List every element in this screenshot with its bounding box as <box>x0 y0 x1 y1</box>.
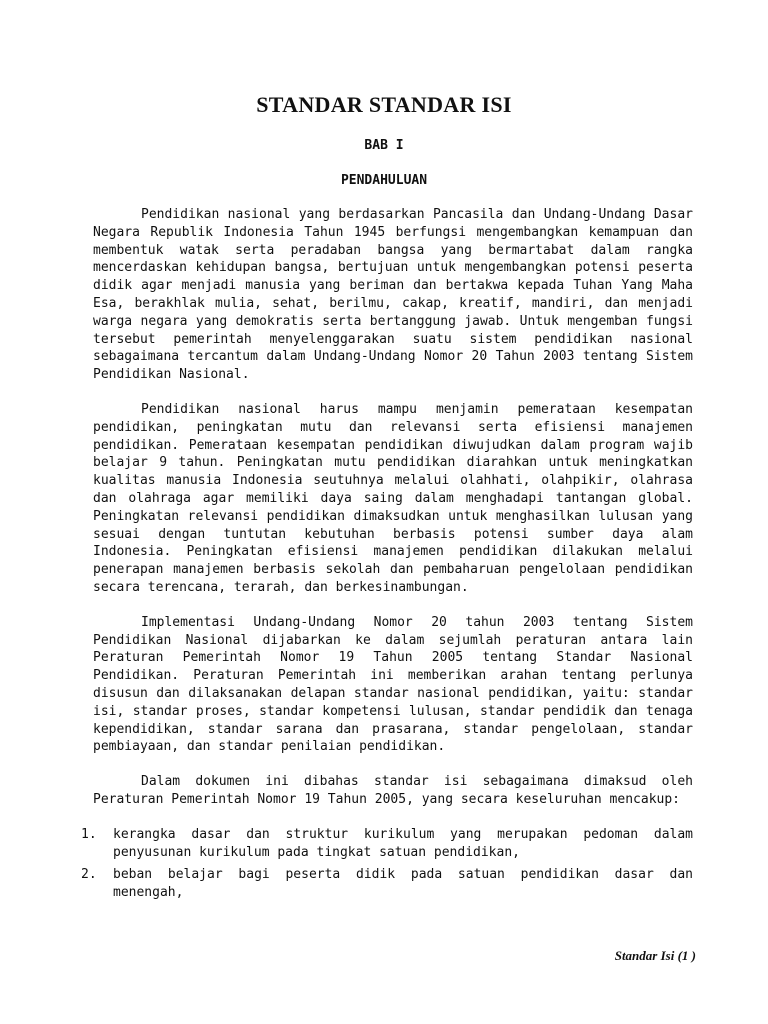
section-heading: PENDAHULUAN <box>340 173 428 188</box>
paragraph-4: Dalam dokumen ini dibahas standar isi sebagaimana dimaksud oleh Peraturan Pemerintah Nomor 19 Tahun 2005, yang secara keseluruhan mencakup: <box>93 774 693 807</box>
list-item-number: 2. <box>81 867 97 883</box>
list-item-number: 1. <box>81 826 97 842</box>
list-item <box>81 866 693 902</box>
chapter-heading: BAB I <box>364 138 404 153</box>
document-body <box>81 206 693 907</box>
paragraph-3: Implementasi Undang-Undang Nomor 20 tahun 2003 tentang Sistem Pendidikan Nasional dijabarkan ke dalam sejumlah peraturan antara lain Peraturan Pemerintah Nomor 19 Tahun 2005 tentang Standar Nasional Pendidikan. Peraturan Pemerintah ini memberikan arahan tentang perlunya disusun dan dilaksanakan delapan standar nasional pendidikan, yaitu: standar isi, standar proses, standar kompetensi lulusan, standar pendidik dan tenaga kependidikan, standar sarana dan prasarana, standar pengelolaan, standar pembiayaan, dan standar penilaian pendidikan. <box>93 614 693 755</box>
list-item <box>81 826 693 862</box>
list-item-text: beban belajar bagi peserta didik pada satuan pendidikan dasar dan menengah, <box>113 867 693 901</box>
paragraph-2: Pendidikan nasional harus mampu menjamin pemerataan kesempatan pendidikan, peningkatan mutu dan relevansi serta efisiensi manajemen pendidikan. Pemerataan kesempatan pendidikan diwujudkan dalam program wajib belajar 9 tahun. Peningkatan mutu pendidikan diarahkan untuk meningkatkan kualitas manusia Indonesia seutuhnya melalui olahhati, olahpikir, olahrasa dan olahraga agar memiliki daya saing dalam menghadapi tantangan global. Peningkatan relevansi pendidikan dimaksudkan untuk menghasilkan lulusan yang sesuai dengan tuntutan kebutuhan berbasis potensi sumber daya alam Indonesia. Peningkatan efisiensi manajemen pendidikan dilakukan melalui penerapan manajemen berbasis sekolah dan pembaharuan pengelolaan pendidikan secara terencana, terarah, dan berkesinambungan. <box>93 401 693 595</box>
list-item-text: kerangka dasar dan struktur kurikulum yang merupakan pedoman dalam penyusunan kurikulum pada tingkat satuan pendidikan, <box>113 826 693 860</box>
scope-list <box>81 826 693 902</box>
paragraph-1: Pendidikan nasional yang berdasarkan Pancasila dan Undang-Undang Dasar Negara Republik Indonesia Tahun 1945 berfungsi mengembangkan kemampuan dan membentuk watak serta peradaban bangsa yang bermartabat dalam rangka mencerdaskan kehidupan bangsa, bertujuan untuk mengembangkan potensi peserta didik agar menjadi manusia yang beriman dan bertakwa kepada Tuhan Yang Maha Esa, berakhlak mulia, sehat, berilmu, cakap, kreatif, mandiri, dan menjadi warga negara yang demokratis serta bertanggung jawab. Untuk mengemban fungsi tersebut pemerintah menyelenggarakan suatu sistem pendidikan nasional sebagaimana tercantum dalam Undang-Undang Nomor 20 Tahun 2003 tentang Sistem Pendidikan Nasional. <box>93 207 693 383</box>
page-footer: Standar Isi (1 ) <box>614 948 696 963</box>
document-title: STANDAR STANDAR ISI <box>256 92 512 117</box>
